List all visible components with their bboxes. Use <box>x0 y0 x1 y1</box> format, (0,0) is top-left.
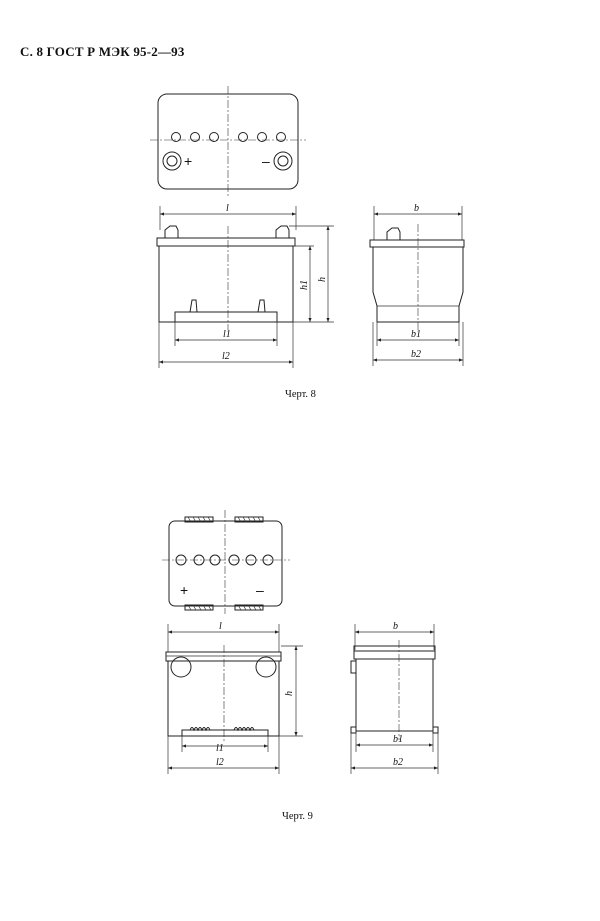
plus-sign: + <box>180 582 189 598</box>
page-header: С. 8 ГОСТ Р МЭК 95-2—93 <box>20 44 185 59</box>
dim-l2: l2 <box>216 757 224 768</box>
dim-l2: l2 <box>222 351 230 362</box>
dim-l: l <box>219 621 222 632</box>
terminal-icon <box>171 657 191 677</box>
dim-b1: b1 <box>393 734 403 745</box>
dim-b1: b1 <box>411 329 421 340</box>
positive-terminal-icon <box>163 152 181 170</box>
dim-h: h <box>284 691 295 696</box>
figure9-caption: Черт. 9 <box>282 811 313 822</box>
plus-sign: + <box>184 153 193 169</box>
minus-sign: – <box>262 153 270 169</box>
terminal-icon <box>256 657 276 677</box>
negative-terminal-icon <box>274 152 292 170</box>
terminal-post <box>165 226 178 238</box>
minus-sign: – <box>256 582 264 598</box>
figure8-front-view <box>157 203 334 368</box>
dim-l1: l1 <box>223 329 231 340</box>
terminal-post <box>276 226 289 238</box>
figure9-side-view <box>351 621 438 774</box>
dim-h1: h1 <box>299 280 310 290</box>
figure9-top-view <box>162 510 290 614</box>
dim-b: b <box>414 203 419 214</box>
dim-l1: l1 <box>216 743 224 754</box>
figure8-top-view <box>150 86 306 196</box>
figure8-side-view <box>370 203 464 366</box>
dim-b: b <box>393 621 398 632</box>
dim-b2: b2 <box>393 757 403 768</box>
dim-l: l <box>226 203 229 214</box>
figure8-caption: Черт. 8 <box>285 389 316 400</box>
figure9-front-view <box>166 621 303 774</box>
dim-h: h <box>317 277 328 282</box>
dim-b2: b2 <box>411 349 421 360</box>
